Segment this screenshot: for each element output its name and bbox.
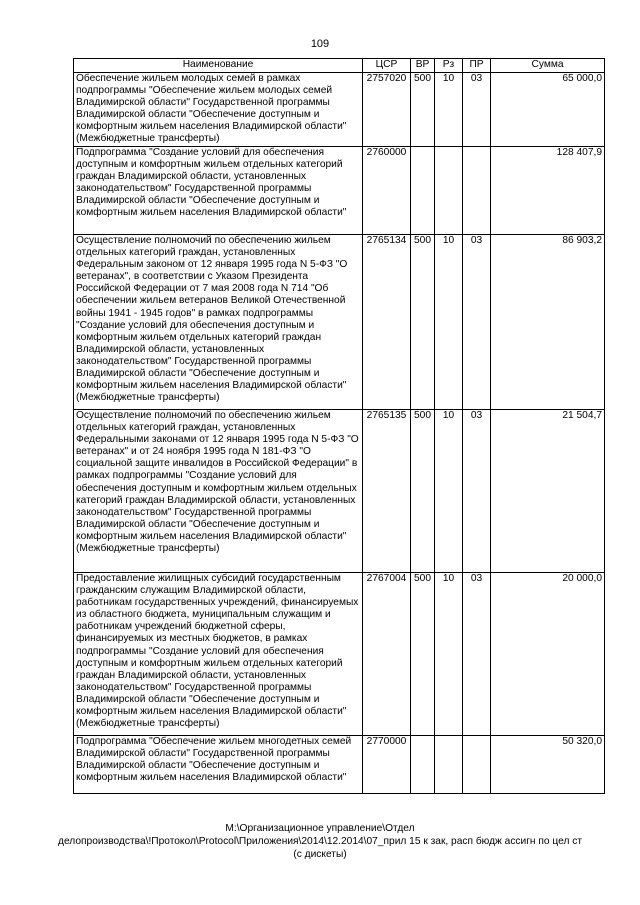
row-csr: 2757020 xyxy=(363,73,411,147)
row-rz: 10 xyxy=(435,235,463,410)
row-vr: 500 xyxy=(411,410,435,573)
header-sum: Сумма xyxy=(491,59,605,73)
row-name: Обеспечение жильем молодых семей в рамках подпрограммы "Обеспечение жильем молодых семей Владимирской области" Государственной программы Владимирской области "Обеспечение доступным и комфортным жильем населения Владимирской области" (Межбюджетные трансферты) xyxy=(74,73,363,147)
footer-line-1: М:\Организационное управление\Отдел xyxy=(225,823,415,834)
row-name: Предоставление жилищных субсидий государственным гражданским служащим Владимирской области, работникам государственных учреждений, финансируемых из областного бюджета, муниципальным служащим и работникам учреждений бюджетной сферы, финансируемых из местных бюджетов, в рамках подпрограммы "Создание условий для обеспечения доступным и комфортным жильем отдельных категорий граждан Владимирской области, установленных законодательством" Государственной программы Владимирской области "Обеспечение доступным и комфортным жильем населения Владимирской области" (Межбюджетные трансферты) xyxy=(74,573,363,736)
table-row xyxy=(74,573,605,736)
row-vr: 500 xyxy=(411,73,435,147)
row-sum: 128 407,9 xyxy=(491,147,605,235)
table-row xyxy=(74,410,605,573)
row-vr: 500 xyxy=(411,573,435,736)
row-rz xyxy=(435,736,463,794)
row-csr: 2765135 xyxy=(363,410,411,573)
header-vr: ВР xyxy=(411,59,435,73)
row-sum: 20 000,0 xyxy=(491,573,605,736)
footer-line-2: делопроизводства\!Протокол\Protocol\Приложения\2014\12.2014\07_прил 15 к зак, расп бюдж ассигн по цел ст xyxy=(58,836,582,847)
row-sum: 65 000,0 xyxy=(491,73,605,147)
row-sum: 86 903,2 xyxy=(491,235,605,410)
table-row xyxy=(74,235,605,410)
row-csr: 2765134 xyxy=(363,235,411,410)
header-name: Наименование xyxy=(74,59,363,73)
row-rz xyxy=(435,147,463,235)
table-row xyxy=(74,147,605,235)
row-pr: 03 xyxy=(463,410,491,573)
row-vr xyxy=(411,736,435,794)
row-sum: 21 504,7 xyxy=(491,410,605,573)
table-header-row xyxy=(74,59,605,73)
row-csr: 2767004 xyxy=(363,573,411,736)
budget-table xyxy=(73,58,605,794)
row-name: Осуществление полномочий по обеспечению жильем отдельных категорий граждан, установленных Федеральными законами от 12 января 1995 года N 5-ФЗ "О ветеранах" и от 24 ноября 1995 года N 181-ФЗ "О социальной защите инвалидов в Российской Федерации" в рамках подпрограммы "Создание условий для обеспечения доступным и комфортным жильем отдельных категорий граждан Владимирской области, установленных законодательством" Государственной программы Владимирской области "Обеспечение доступным и комфортным жильем населения Владимирской области" (Межбюджетные трансферты) xyxy=(74,410,363,573)
header-pr: ПР xyxy=(463,59,491,73)
row-pr xyxy=(463,147,491,235)
row-pr: 03 xyxy=(463,73,491,147)
row-rz: 10 xyxy=(435,73,463,147)
row-name: Осуществление полномочий по обеспечению жильем отдельных категорий граждан, установленных Федеральным законом от 12 января 1995 года N 5-ФЗ "О ветеранах", в соответствии с Указом Президента Российской Федерации от 7 мая 2008 года N 714 "Об обеспечении жильем ветеранов Великой Отечественной войны 1941 - 1945 годов" в рамках подпрограммы "Создание условий для обеспечения доступным и комфортным жильем отдельных категорий граждан Владимирской области, установленных законодательством" Государственной программы Владимирской области "Обеспечение доступным и комфортным жильем населения Владимирской области" (Межбюджетные трансферты) xyxy=(74,235,363,410)
row-vr: 500 xyxy=(411,235,435,410)
row-sum: 50 320,0 xyxy=(491,736,605,794)
table-row xyxy=(74,73,605,147)
row-name: Подпрограмма "Обеспечение жильем многодетных семей Владимирской области" Государственной программы Владимирской области "Обеспечение доступным и комфортным жильем населения Владимирской области" xyxy=(74,736,363,794)
footer-line-3: (с дискеты) xyxy=(293,849,347,860)
header-csr: ЦСР xyxy=(363,59,411,73)
header-rz: Рз xyxy=(435,59,463,73)
row-rz: 10 xyxy=(435,410,463,573)
row-pr xyxy=(463,736,491,794)
row-pr: 03 xyxy=(463,573,491,736)
row-pr: 03 xyxy=(463,235,491,410)
file-path-footer xyxy=(0,822,640,861)
table-row xyxy=(74,736,605,794)
row-vr xyxy=(411,147,435,235)
row-csr: 2770000 xyxy=(363,736,411,794)
row-name: Подпрограмма "Создание условий для обеспечения доступным и комфортным жильем отдельных категорий граждан Владимирской области, установленных законодательством" Государственной программы Владимирской области "Обеспечение доступным и комфортным жильем населения Владимирской области" xyxy=(74,147,363,235)
page-number: 109 xyxy=(310,38,330,50)
row-csr: 2760000 xyxy=(363,147,411,235)
row-rz: 10 xyxy=(435,573,463,736)
